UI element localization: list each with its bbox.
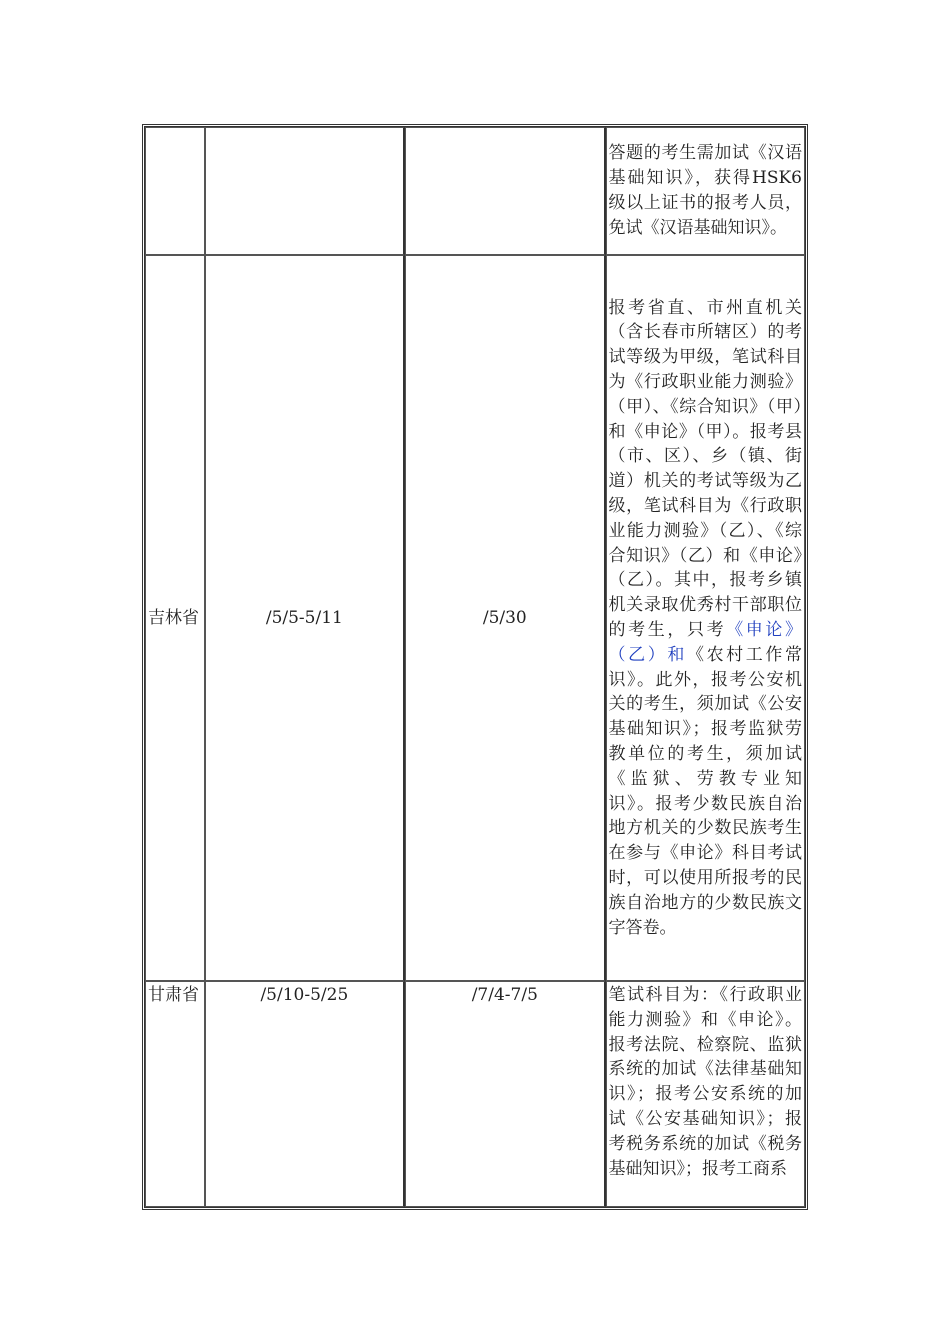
shenlun-link[interactable]: 《申论》（乙）和 [608,620,803,665]
province-cell: 甘肃省 [145,981,205,1207]
exam-info-table [142,124,808,1210]
exam-description-cell [606,255,805,981]
table-row [145,255,805,981]
exam-description-cell [606,981,805,1207]
table-row [145,981,805,1207]
registration-period-cell: /5/10-5/25 [205,981,405,1207]
table-row [145,127,805,255]
description-text: 笔试科目为：《行政职业能力测验》和《申论》。报考法院、检察院、监狱系统的加试《法律基础知识》；报考公安系统的加试《公安基础知识》；报考税务系统的加试《税务基础知识》；报考工商系 [608,985,802,1179]
description-text-continued: 《农村工作常识》。此外，报考公安机关的考生，须加试《公安基础知识》；报考监狱劳教单位的考生，须加试《监狱、劳教专业知识》。报考少数民族自治地方机关的少数民族考生在参与《申论》科目考试时，可以使用所报考的民族自治地方的少数民族文字答卷。 [608,644,803,938]
registration-period-cell [205,127,405,255]
exam-date-cell [405,127,605,255]
exam-description-cell [606,127,805,255]
exam-date-cell: /5/30 [405,255,605,981]
description-text: 答题的考生需加试《汉语基础知识》，获得HSK6级以上证书的报考人员，免试《汉语基础知识》。 [608,143,802,238]
province-cell [145,127,205,255]
registration-period-cell: /5/5-5/11 [205,255,405,981]
description-text: 报考省直、市州直机关（含长春市所辖区）的考试等级为甲级，笔试科目为《行政职业能力测验》（甲）、《综合知识》（甲）和《申论》（甲）。报考县（市、区）、乡（镇、街道）机关的考试等级为乙级，笔试科目为《行政职业能力测验》（乙）、《综合知识》（乙）和《申论》（乙）。其中，报考乡镇机关录取优秀村干部职位的考生，只考 [608,297,802,640]
province-cell: 吉林省 [145,255,205,981]
exam-date-cell: /7/4-7/5 [405,981,605,1207]
